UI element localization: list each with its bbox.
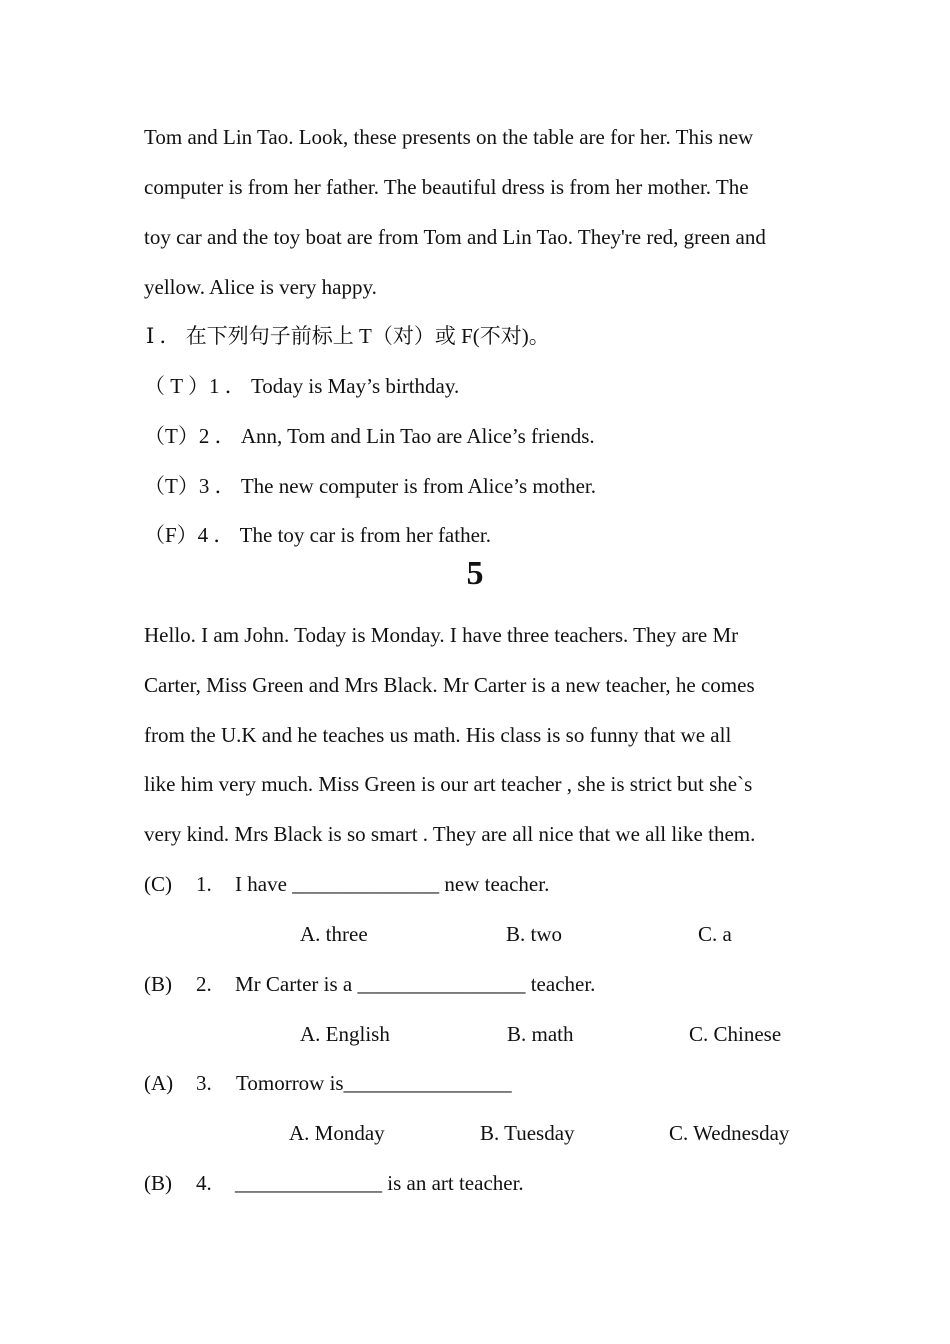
tf-statement: （T）3 ． The new computer is from Alice’s mother.	[144, 474, 596, 498]
question-number: 4.	[196, 1171, 212, 1195]
option-b: B. Tuesday	[480, 1121, 575, 1145]
passage-line: like him very much. Miss Green is our art teacher , she is strict but she`s	[144, 772, 753, 796]
passage-line: toy car and the toy boat are from Tom and Lin Tao. They're red, green and	[144, 225, 766, 249]
passage-line: Tom and Lin Tao. Look, these presents on the table are for her. This new	[144, 125, 754, 149]
tf-statement: （ T ）1 ． Today is May’s birthday.	[144, 374, 460, 398]
question-number: 3.	[196, 1071, 212, 1095]
passage-line: Hello. I am John. Today is Monday. I have three teachers. They are Mr	[144, 623, 739, 647]
question-stem: Tomorrow is________________	[236, 1071, 512, 1095]
passage-line: from the U.K and he teaches us math. His class is so funny that we all	[144, 723, 732, 747]
option-a: A. Monday	[289, 1121, 385, 1145]
question-stem: I have ______________ new teacher.	[235, 872, 550, 896]
question-stem: Mr Carter is a ________________ teacher.	[235, 972, 596, 996]
option-c: C. a	[698, 922, 732, 946]
option-a: A. English	[300, 1022, 390, 1046]
question-number: 2.	[196, 972, 212, 996]
exercise-instruction: Ⅰ ． 在下列句子前标上 T（对）或 F(不对)。	[146, 324, 550, 348]
passage-line: Carter, Miss Green and Mrs Black. Mr Carter is a new teacher, he comes	[144, 673, 755, 697]
passage-line: computer is from her father. The beautiful dress is from her mother. The	[144, 175, 749, 199]
option-c: C. Wednesday	[669, 1121, 790, 1145]
tf-statement: （F）4 ． The toy car is from her father.	[144, 523, 491, 547]
option-b: B. math	[507, 1022, 574, 1046]
option-c: C. Chinese	[689, 1022, 782, 1046]
question-answer: (B)	[144, 1171, 172, 1195]
section-heading: 5	[466, 555, 484, 592]
option-b: B. two	[506, 922, 563, 946]
question-answer: (A)	[144, 1071, 174, 1095]
question-number: 1.	[196, 872, 212, 896]
option-a: A. three	[300, 922, 368, 946]
question-answer: (C)	[144, 872, 172, 896]
passage-line: very kind. Mrs Black is so smart . They are all nice that we all like them.	[144, 822, 756, 846]
tf-statement: （T）2 ． Ann, Tom and Lin Tao are Alice’s friends.	[144, 424, 595, 448]
question-stem: ______________ is an art teacher.	[235, 1171, 524, 1195]
passage-line: yellow. Alice is very happy.	[144, 275, 377, 299]
question-answer: (B)	[144, 972, 172, 996]
